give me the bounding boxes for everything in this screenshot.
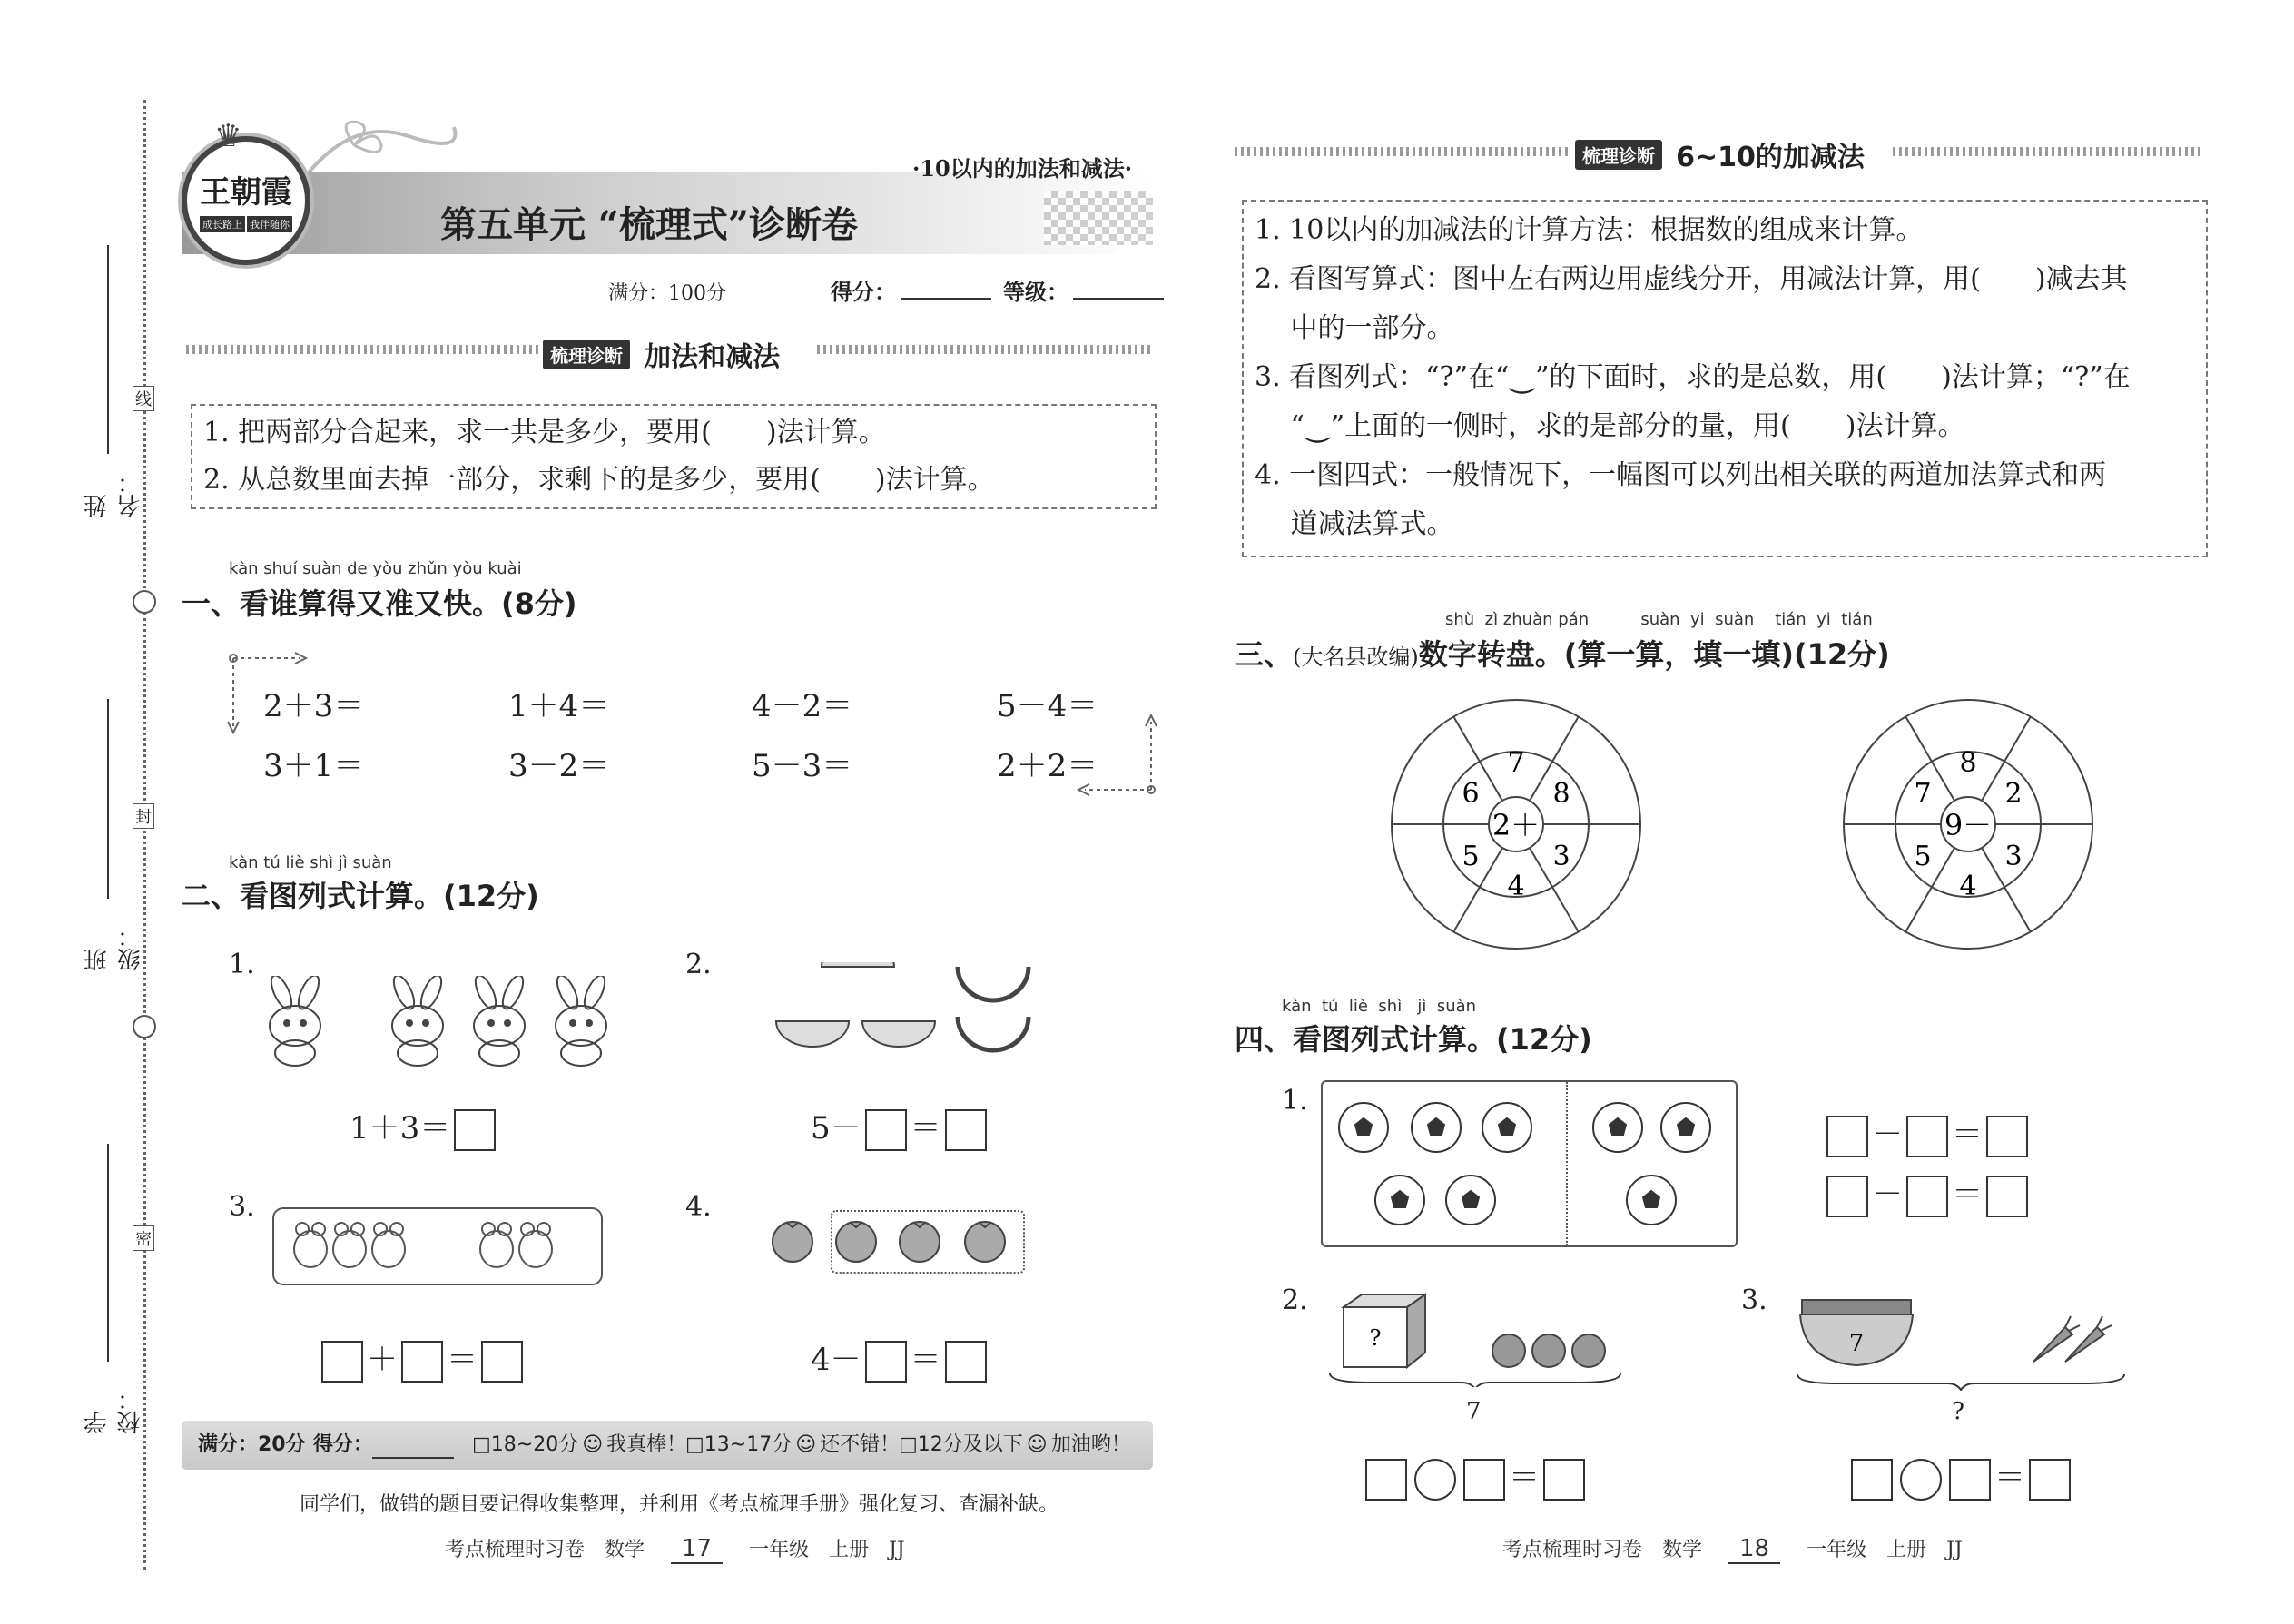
answer-box[interactable] xyxy=(945,1341,987,1383)
q3-pinyin: shù zì zhuàn pán suàn yi suàn tián yi tián xyxy=(1445,610,1873,629)
right-summary-line-7: 道减法算式。 xyxy=(1255,508,1454,540)
q2-item2-num: 2. xyxy=(685,949,712,980)
apple-icon xyxy=(1572,1334,1605,1367)
answer-box[interactable] xyxy=(1826,1176,1868,1217)
binding-margin xyxy=(0,0,182,1624)
score-field[interactable] xyxy=(831,274,991,306)
q2-item4-expr: 4－ xyxy=(811,1342,861,1378)
soccer-ball-icon xyxy=(1627,1176,1676,1225)
rabbit-icon xyxy=(389,976,445,1066)
footer-left xyxy=(445,1534,905,1564)
q3-title-row xyxy=(1235,632,1890,674)
watermelon-slice-icon xyxy=(776,1021,849,1047)
answer-box[interactable] xyxy=(1906,1116,1948,1157)
logo-sub-right: 我伴随你 xyxy=(247,216,292,232)
q1-title: 一、看谁算得又准又快。(8分) xyxy=(182,586,577,621)
rabbit-icon xyxy=(553,976,608,1066)
answer-box[interactable] xyxy=(1949,1459,1991,1501)
wheel-2-center: 9－ xyxy=(1944,808,1993,842)
q2-item2-eq xyxy=(811,1103,990,1151)
q1-r1-c2: 1＋4＝ xyxy=(508,688,610,724)
wheel-2-num: 7 xyxy=(1914,778,1932,810)
q4-item3-total: ? xyxy=(1952,1398,1964,1425)
q2-item3-num: 3. xyxy=(229,1191,255,1223)
right-summary-line-4: 3. 看图列式：“?”在“⏝”的下面时，求的是总数，用( )法计算；“?”在 xyxy=(1255,361,2131,393)
q4-item2-total: 7 xyxy=(1466,1398,1482,1425)
wheel-1-num: 5 xyxy=(1462,841,1480,872)
score-bar xyxy=(182,1421,1153,1470)
right-summary-heading xyxy=(1575,134,1865,174)
answer-box[interactable] xyxy=(1543,1459,1585,1501)
q4-item1-num: 1. xyxy=(1282,1085,1308,1117)
ball-divider xyxy=(1566,1082,1568,1245)
q2-item1-num: 1. xyxy=(229,949,255,980)
frog-icon xyxy=(519,1223,552,1267)
score-label: 得分： xyxy=(831,280,896,305)
answer-box[interactable] xyxy=(1986,1116,2028,1157)
q3-title: 数字转盘。(算一算，填一填)(12分) xyxy=(1418,637,1890,672)
left-summary-line-2: 2. 从总数里面去掉一部分，求剩下的是多少，要用( )法计算。 xyxy=(203,464,995,496)
equals-sign: ＝ xyxy=(1952,1117,1983,1153)
brace-icon xyxy=(1330,1373,1620,1387)
soccer-ball-icon xyxy=(1339,1103,1388,1152)
footer-right-book: 考点梳理时习卷 数学 xyxy=(1502,1539,1703,1561)
class-field[interactable] xyxy=(80,699,144,971)
logo-text: 王朝霞 xyxy=(200,174,292,211)
wheel-1-num: 6 xyxy=(1462,778,1480,810)
answer-box[interactable] xyxy=(865,1341,907,1383)
right-summary-title: 6~10的加减法 xyxy=(1676,142,1865,173)
binding-dashed-line xyxy=(143,100,146,1570)
q1-r2-c2: 3－2＝ xyxy=(508,748,610,784)
right-summary-box xyxy=(1242,200,2208,557)
plus-sign: ＋ xyxy=(367,1342,398,1378)
unit-title: 第五单元 “梳理式”诊断卷 xyxy=(440,203,858,246)
rating-option-1-range: □18~20分 xyxy=(472,1433,579,1456)
wheel-2-num: 8 xyxy=(1959,747,1977,779)
wheel-2-num: 3 xyxy=(2004,841,2023,872)
rating-option-3-range: □12分及以下 xyxy=(899,1433,1023,1456)
binding-hole-1 xyxy=(133,590,156,614)
wheel-1-center: 2＋ xyxy=(1492,808,1541,842)
answer-box[interactable] xyxy=(1463,1459,1505,1501)
watermelon-rind-icon xyxy=(958,967,1029,1000)
grade-label: 等级： xyxy=(1003,280,1068,305)
soccer-ball-icon xyxy=(1412,1103,1461,1152)
score-bar-score: 得分： xyxy=(313,1433,374,1456)
right-summary-line-1: 1. 10以内的加减法的计算方法：根据数的组成来计算。 xyxy=(1255,214,1924,246)
apple-icon xyxy=(1532,1334,1565,1367)
q1-r1-c1: 2＋3＝ xyxy=(263,688,365,724)
wheel-2-num: 5 xyxy=(1914,841,1932,872)
equals-sign: ＝ xyxy=(1994,1460,2025,1496)
smile-face-icon: ☺ xyxy=(795,1433,817,1456)
brace-icon xyxy=(1797,1374,2124,1390)
q2-item3-eq xyxy=(318,1334,527,1383)
rating-option-2-range: □13~17分 xyxy=(685,1433,793,1456)
footer-right-grade: 一年级 上册 JJ xyxy=(1807,1539,1963,1561)
q3-prefix: 三、 xyxy=(1235,637,1294,672)
left-heading-dots-2 xyxy=(817,345,1153,354)
answer-box[interactable] xyxy=(1826,1116,1868,1157)
right-summary-tag: 梳理诊断 xyxy=(1575,140,1662,170)
operator-circle[interactable] xyxy=(1900,1459,1942,1501)
q1-r2-c3: 5－3＝ xyxy=(752,748,853,784)
score-bar-full: 满分：20分 xyxy=(198,1433,306,1456)
wheel-1-num: 4 xyxy=(1507,871,1525,902)
q3-source: (大名县改编) xyxy=(1293,645,1419,670)
q1-r1-c4: 5－4＝ xyxy=(997,688,1098,724)
q1-r2-c1: 3＋1＝ xyxy=(263,748,365,784)
name-line xyxy=(107,245,109,454)
tomato-icon xyxy=(836,1222,876,1262)
left-heading-dots-1 xyxy=(186,345,540,354)
left-summary-tag: 梳理诊断 xyxy=(543,340,630,369)
watermelon-icons xyxy=(772,962,1044,1071)
wheel-1-num: 3 xyxy=(1552,841,1570,872)
q2-item4-eq xyxy=(811,1334,990,1383)
q1-r2-c4: 2＋2＝ xyxy=(997,748,1098,784)
box-and-apples xyxy=(1325,1287,1625,1387)
answer-box[interactable] xyxy=(454,1109,496,1151)
q4-pinyin: kàn tú liè shì jì suàn xyxy=(1282,997,1477,1016)
right-summary-line-2: 2. 看图写算式：图中左右两边用虚线分开，用减法计算，用( )减去其 xyxy=(1255,263,2128,295)
grade-field[interactable] xyxy=(1003,274,1164,306)
carrot-icon xyxy=(2065,1316,2112,1362)
ball-frame xyxy=(1321,1080,1738,1247)
frog-icon xyxy=(372,1223,405,1267)
q4-item2-eq xyxy=(1362,1452,1589,1501)
answer-box[interactable] xyxy=(865,1109,907,1151)
rating-option-2[interactable] xyxy=(685,1421,900,1470)
rabbit-icon xyxy=(471,976,527,1066)
equals-sign: ＝ xyxy=(1952,1176,1983,1213)
q2-title: 二、看图列式计算。(12分) xyxy=(182,879,539,913)
binding-char-1: 线 xyxy=(133,386,154,411)
q4-item3-eq xyxy=(1847,1452,2074,1501)
binding-hole-2 xyxy=(133,1015,156,1038)
right-heading-dots-2 xyxy=(1893,147,2201,156)
q4-item1-eq2 xyxy=(1823,1169,2032,1217)
logo-sub-left: 成长路上 xyxy=(200,216,245,232)
frog-icon xyxy=(480,1223,513,1267)
soccer-ball-icon xyxy=(1375,1176,1424,1225)
equals-sign: ＝ xyxy=(1509,1460,1540,1496)
apple-icon xyxy=(1492,1334,1525,1367)
right-heading-dots-1 xyxy=(1235,147,1570,156)
soccer-ball-icons xyxy=(1323,1082,1736,1245)
rating-option-3-text: 加油哟！ xyxy=(1050,1433,1131,1456)
soccer-ball-icon xyxy=(1661,1103,1710,1152)
frog-icon xyxy=(294,1223,327,1267)
answer-box[interactable] xyxy=(1365,1459,1407,1501)
binding-char-3: 密 xyxy=(133,1225,154,1251)
left-summary-heading xyxy=(543,334,780,374)
answer-box[interactable] xyxy=(1906,1176,1948,1217)
binding-char-2: 封 xyxy=(133,803,154,829)
logo xyxy=(182,118,310,265)
answer-box[interactable] xyxy=(1851,1459,1893,1501)
q4-item1-eq1 xyxy=(1823,1109,2032,1157)
rating-option-3[interactable] xyxy=(899,1421,1131,1470)
q1-r1-c3: 4－2＝ xyxy=(752,688,853,724)
wheel-1-num: 7 xyxy=(1507,747,1525,779)
basket-number: 7 xyxy=(1848,1330,1865,1357)
school-label: 学校： xyxy=(84,1387,144,1434)
right-summary-line-5: “⏝”上面的一侧时，求的是部分的量，用( )法计算。 xyxy=(1255,410,1965,442)
soccer-ball-icon xyxy=(1593,1103,1642,1152)
left-note: 同学们，做错的题目要记得收集整理，并利用《考点梳理手册》强化复习、查漏补缺。 xyxy=(300,1493,1059,1516)
rabbit-icon xyxy=(267,976,322,1066)
wheel-2-num: 4 xyxy=(1959,871,1977,902)
score-blank xyxy=(901,298,991,300)
box-question-mark: ? xyxy=(1369,1325,1382,1351)
tomato-icon xyxy=(965,1222,1005,1262)
rating-option-1-text: 我真棒！ xyxy=(606,1433,687,1456)
cheer-face-icon: ☺ xyxy=(1026,1433,1048,1456)
q4-item3-num: 3. xyxy=(1741,1284,1767,1316)
crown-icon: ♛ xyxy=(214,118,242,154)
answer-box[interactable] xyxy=(945,1109,987,1151)
answer-box[interactable] xyxy=(2029,1459,2071,1501)
left-summary-title: 加法和减法 xyxy=(644,341,781,373)
school-line xyxy=(107,1144,109,1362)
gift-box-icon xyxy=(1344,1294,1425,1367)
right-summary-line-3: 中的一部分。 xyxy=(1255,312,1454,344)
score-full: 满分：100分 xyxy=(608,282,726,305)
left-summary-line-1: 1. 把两部分合起来，求一共是多少，要用( )法计算。 xyxy=(203,417,886,448)
equals-sign: ＝ xyxy=(910,1110,941,1147)
right-summary-line-6: 4. 一图四式：一般情况下，一幅图可以列出相关联的两道加法算式和两 xyxy=(1255,459,2107,491)
name-field[interactable] xyxy=(80,245,144,517)
tomato-icon xyxy=(773,1222,812,1262)
minus-sign: － xyxy=(1872,1117,1903,1153)
answer-box[interactable] xyxy=(481,1341,523,1383)
left-summary-box xyxy=(191,404,1157,509)
operator-circle[interactable] xyxy=(1414,1459,1456,1501)
wheel-1-num: 8 xyxy=(1552,778,1570,810)
footer-left-page: 17 xyxy=(671,1535,723,1564)
grade-blank xyxy=(1073,298,1164,300)
answer-box[interactable] xyxy=(321,1341,363,1383)
class-label: 班级： xyxy=(84,924,144,971)
watermelon-slice-icon xyxy=(862,1021,935,1047)
q2-pinyin: kàn tú liè shì jì suàn xyxy=(229,853,392,872)
q2-item1-eq xyxy=(350,1103,499,1151)
rabbit-icons xyxy=(254,976,635,1067)
ribbon-decoration xyxy=(300,118,463,191)
rating-option-1[interactable] xyxy=(472,1421,686,1470)
checker-pattern xyxy=(1044,191,1153,245)
minus-sign: － xyxy=(1872,1176,1903,1213)
equals-sign: ＝ xyxy=(447,1342,478,1378)
q2-item2-expr: 5－ xyxy=(811,1110,861,1147)
wheel-2 xyxy=(1841,697,2095,951)
frog-icon xyxy=(333,1223,366,1267)
school-field[interactable] xyxy=(80,1144,144,1434)
soccer-ball-icon xyxy=(1482,1103,1531,1152)
footer-left-grade: 一年级 上册 JJ xyxy=(749,1539,905,1561)
star-face-icon: ☺ xyxy=(582,1433,604,1456)
frog-frame xyxy=(272,1207,603,1285)
basket-and-carrots xyxy=(1793,1291,2138,1391)
answer-box[interactable] xyxy=(1986,1176,2028,1217)
footer-right-page: 18 xyxy=(1728,1535,1780,1564)
q4-title: 四、看图列式计算。(12分) xyxy=(1235,1022,1592,1057)
tomato-icons xyxy=(770,1215,1033,1269)
class-line xyxy=(107,699,109,899)
score-bar-blank[interactable] xyxy=(372,1457,454,1459)
watermelon-slice-icon xyxy=(822,962,894,967)
wheel-1 xyxy=(1389,697,1643,951)
frog-icons xyxy=(274,1209,601,1284)
footer-left-book: 考点梳理时习卷 数学 xyxy=(445,1539,645,1561)
q2-item4-num: 4. xyxy=(685,1191,712,1223)
name-label: 姓名： xyxy=(84,470,144,517)
answer-box[interactable] xyxy=(401,1341,443,1383)
q4-item2-num: 2. xyxy=(1282,1284,1308,1316)
tomato-icon xyxy=(900,1222,940,1262)
soccer-ball-icon xyxy=(1446,1176,1495,1225)
rating-option-2-text: 还不错！ xyxy=(820,1433,901,1456)
equals-sign: ＝ xyxy=(910,1342,941,1378)
watermelon-rind-icon xyxy=(958,1017,1029,1050)
wheel-2-num: 2 xyxy=(2004,778,2023,810)
q1-pinyin: kàn shuí suàn de yòu zhǔn yòu kuài xyxy=(229,559,522,578)
footer-right xyxy=(1502,1534,1963,1564)
topic-left: ·10以内的加法和减法· xyxy=(912,155,1133,182)
q2-item1-expr: 1＋3＝ xyxy=(350,1110,451,1147)
